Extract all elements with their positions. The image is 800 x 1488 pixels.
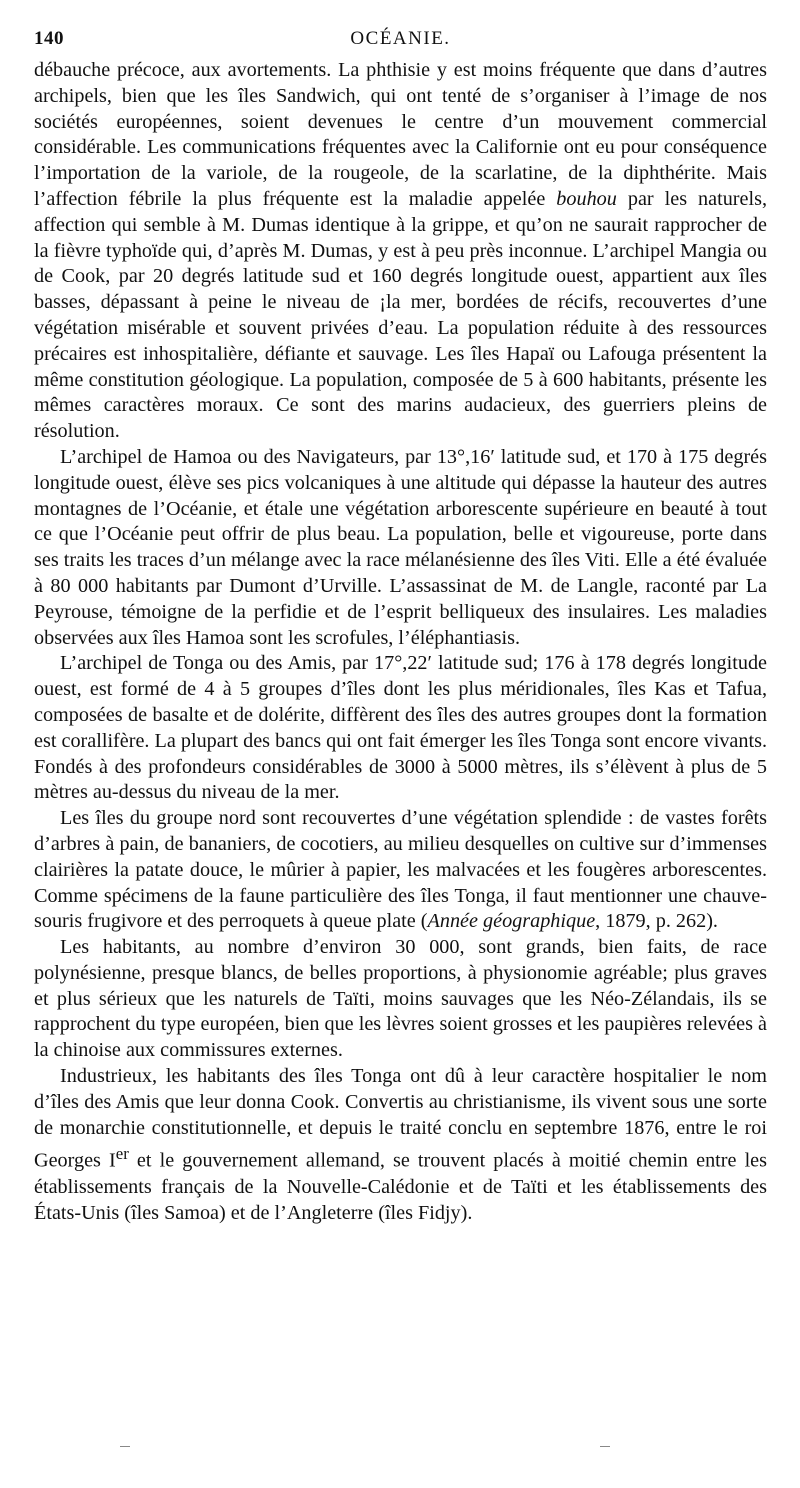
italic-text: bouhou xyxy=(556,187,617,210)
paragraph-text: L’archipel de Hamoa ou des Navigateurs, par 13°,16′ latitude sud, et 170 à 175 degrés longitude ouest, élève ses pics volcaniques à une altitude qui dépasse la hauteur des autres montagnes de l’Océanie, et étale une végétation arborescente supérieure en beauté à tout ce que l’Océanie peut offrir de plus beau. La population, belle et vigoureuse, porte dans ses traits les traces d’un mélange avec la race mélanésienne des îles Viti. Elle a été évaluée à 80 000 habitants par Dumont d’Urville. L’assassinat de M. de Langle, raconté par La Peyrouse, témoigne de la perfidie et de l’esprit belliqueux des insulaires. Les maladies observées aux îles Hamoa sont les scrofules, l’éléphantiasis. xyxy=(34,445,767,649)
paragraph-text: et le gouvernement allemand, se trouvent placés à moitié chemin entre les établissements français de la Nouvelle-Calédonie et de Taïti et les établissements des États-Unis (îles Samoa) et de l’Angleterre (îles Fidjy). xyxy=(34,1150,767,1224)
paragraph xyxy=(34,806,767,935)
italic-text: Année géographique xyxy=(427,910,596,933)
footer-mark xyxy=(600,1446,610,1447)
superscript-text: er xyxy=(115,1144,129,1164)
body-text xyxy=(34,58,767,1227)
paragraph xyxy=(34,935,767,1064)
paragraph-text: Les îles du groupe nord sont recouvertes d’une végétation splendide : de vastes forêts d’arbres à pain, de bananiers, de cocotiers, au milieu desquelles on cultive sur d’immenses clairières la patate douce, le mûrier à papier, les malvacées et les fougères arborescentes. Comme spécimens de la faune particulière des îles Tonga, il faut mentionner une chauve-souris frugivore et des perroquets à queue plate ( xyxy=(34,807,767,933)
paragraph-text: par les naturels, affection qui semble à M. Dumas identique à la grippe, et qu’on ne saurait rapprocher de la fièvre typhoïde qui, d’après M. Dumas, y est à peu près inconnue. L’archipel Mangia ou de Cook, par 20 degrés latitude sud et 160 degrés longitude ouest, appartient aux îles basses, dépassant à peine le niveau de ¡la mer, bordées de récifs, recouvertes d’une végétation misérable et souvent privées d’eau. La population réduite à des ressources précaires est inhospitalière, défiante et sauvage. Les îles Hapaï ou Lafouga présentent la même constitution géologique. La population, composée de 5 à 600 habitants, présente les mêmes caractères moraux. Ce sont des marins audacieux, des guerriers pleins de résolution. xyxy=(34,187,767,443)
paragraph-text: Industrieux, les habitants des îles Tonga ont dû à leur caractère hospitalier le nom d’îles des Amis que leur donna Cook. Convertis au christianisme, ils vivent sous une sorte de monarchie constitutionnelle, et depuis le traité conclu en septembre 1876, entre le roi Georges I xyxy=(34,1065,767,1173)
footer-marks xyxy=(120,1446,610,1450)
footer-mark xyxy=(120,1446,130,1447)
running-head xyxy=(34,28,767,58)
paragraph-text: , 1879, p. 262). xyxy=(595,910,718,933)
paragraph xyxy=(34,1064,767,1227)
paragraph-text: débauche précoce, aux avortements. La phthisie y est moins fréquente que dans d’autres archipels, bien que les îles Sandwich, qui ont tenté de s’organiser à l’image de nos sociétés européennes, soient devenues le centre d’un mouvement commercial considérable. Les communications fréquentes avec la Californie ont eu pour conséquence l’importation de la variole, de la rougeole, de la scarlatine, de la diphthérite. Mais l’affection fébrile la plus fréquente est la maladie appelée xyxy=(34,59,767,210)
paragraph xyxy=(34,58,767,445)
page-number: 140 xyxy=(34,28,64,49)
running-title: OCÉANIE. xyxy=(350,28,451,49)
paragraph-text: L’archipel de Tonga ou des Amis, par 17°,22′ latitude sud; 176 à 178 degrés longitude ouest, est formé de 4 à 5 groupes d’îles dont les plus méridionales, îles Kas et Tafua, composées de basalte et de dolérite, diffèrent des îles des autres groupes dont la formation est corallifère. La plupart des bancs qui ont fait émerger les îles Tonga sont encore vivants. Fondés à des profondeurs considérables de 3000 à 5000 mètres, ils s’élèvent à plus de 5 mètres au-dessus du niveau de la mer. xyxy=(34,652,767,804)
paragraph xyxy=(34,445,767,651)
document-page xyxy=(34,28,767,1227)
paragraph xyxy=(34,651,767,806)
paragraph-text: Les habitants, au nombre d’environ 30 000, sont grands, bien faits, de race polynésienne, presque blancs, de belles proportions, à physionomie agréable; plus graves et plus sérieux que les naturels de Taïti, moins sauvages que les Néo-Zélandais, ils se rapprochent du type européen, bien que les lèvres soient grosses et les paupières relevées à la chinoise aux commissures externes. xyxy=(34,936,767,1062)
